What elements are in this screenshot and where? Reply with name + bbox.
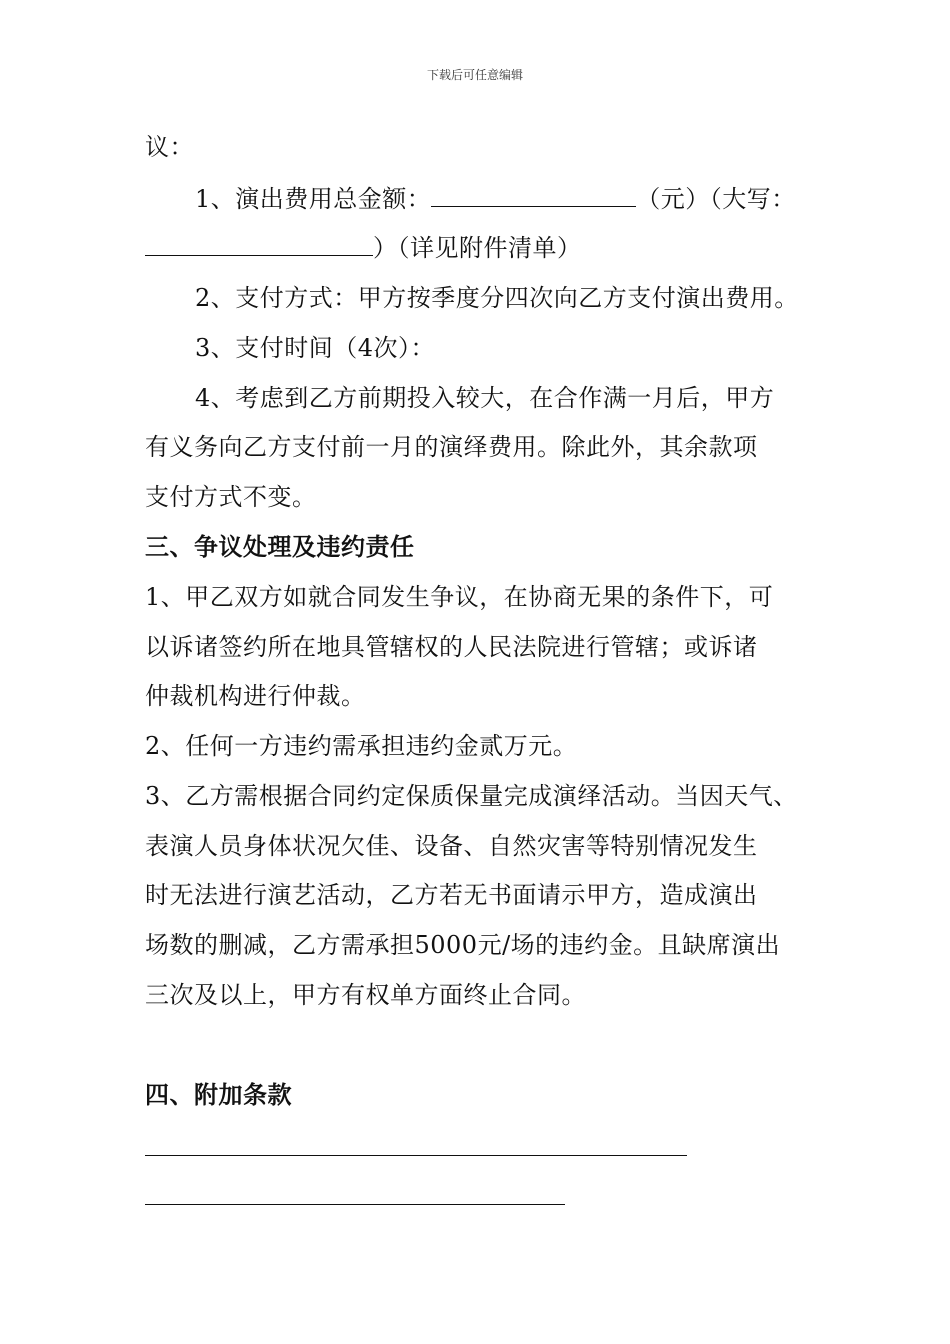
text-line: 4、考虑到乙方前期投入较大，在合作满一月后，甲方 (195, 384, 775, 412)
additional-terms-blank-line[interactable] (145, 1155, 687, 1156)
text-line: 3、乙方需根据合同约定保质保量完成演绎活动。当因天气、 (145, 782, 798, 810)
fee-unit-label: （元）（大写： (636, 185, 796, 213)
additional-terms-blank-line[interactable] (145, 1204, 565, 1205)
text-line: 2、支付方式：甲方按季度分四次向乙方支付演出费用。 (195, 284, 799, 312)
text-line: 1、甲乙双方如就合同发生争议，在协商无果的条件下，可 (145, 583, 774, 611)
page-header: 下载后可任意编辑 (426, 68, 523, 82)
text-line: 三次及以上，甲方有权单方面终止合同。 (145, 981, 586, 1009)
fee-amount-blank[interactable] (431, 184, 636, 207)
text-line: 以诉诸签约所在地具管辖权的人民法院进行管辖；或诉诸 (145, 633, 758, 661)
text-line: 2、任何一方违约需承担违约金贰万元。 (145, 732, 578, 760)
section-heading: 三、争议处理及违约责任 (145, 532, 415, 561)
text-line: 仲裁机构进行仲裁。 (145, 682, 366, 710)
fee-total-line (195, 184, 796, 214)
fee-uppercase-blank[interactable] (145, 233, 373, 256)
text-line: 时无法进行演艺活动，乙方若无书面请示甲方，造成演出 (145, 881, 758, 909)
text-line: 表演人员身体状况欠佳、设备、自然灾害等特别情况发生 (145, 832, 758, 860)
fee-total-label: 1、演出费用总金额： (195, 185, 432, 213)
text-line: 3、支付时间（4次）： (195, 334, 436, 362)
text-line: 场数的删减，乙方需承担5000元/场的违约金。且缺席演出 (145, 931, 781, 959)
fee-attachment-note: ）（详见附件清单） (373, 234, 582, 262)
text-line: 有义务向乙方支付前一月的演绎费用。除此外，其余款项 (145, 433, 758, 461)
fee-uppercase-line (145, 233, 582, 263)
text-line: 议： (145, 133, 194, 161)
section-heading: 四、附加条款 (145, 1080, 292, 1109)
text-line: 支付方式不变。 (145, 483, 317, 511)
